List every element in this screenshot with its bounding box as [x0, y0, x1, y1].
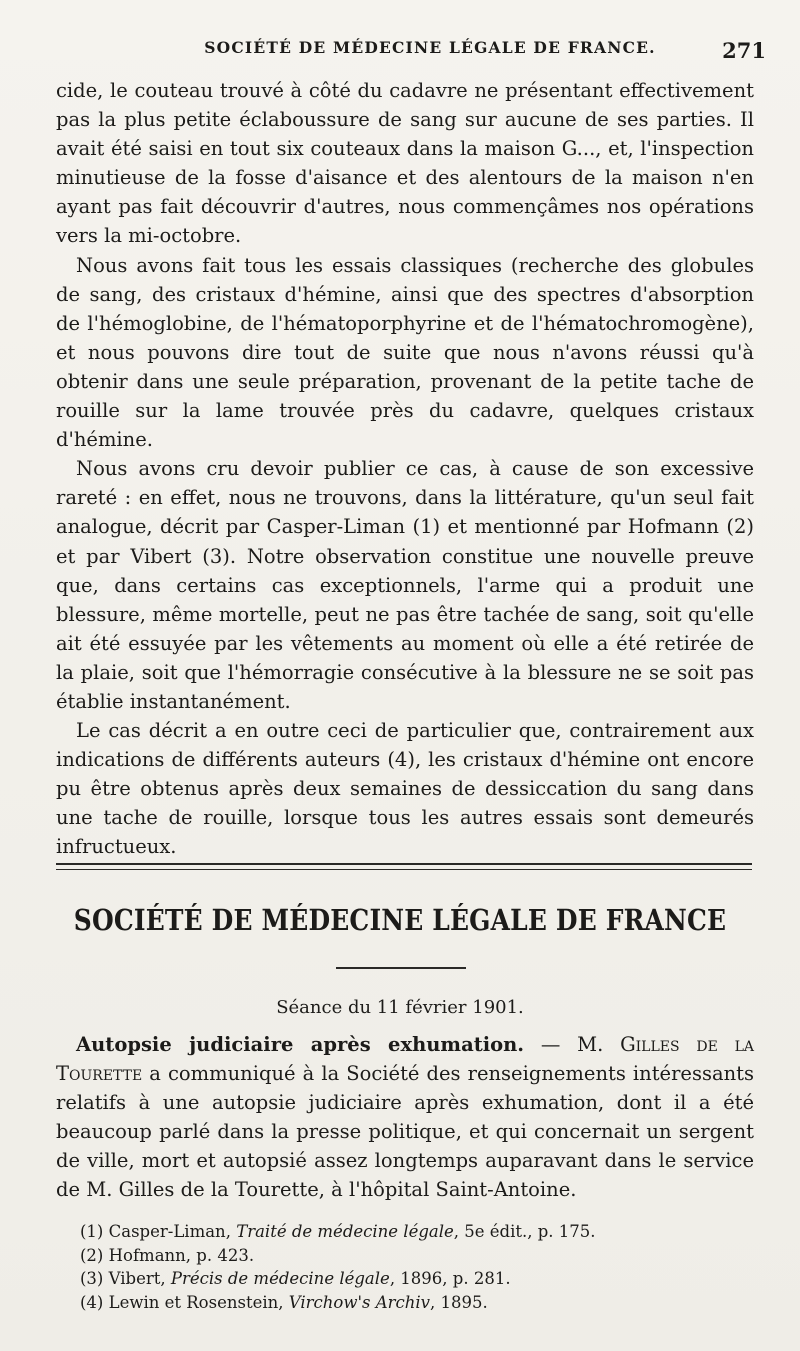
title-underline [336, 967, 466, 969]
double-rule-bottom [56, 869, 752, 871]
footnote-author: Lewin et Rosenstein, [108, 1292, 289, 1312]
footnote-number: (4) [80, 1292, 109, 1312]
article-author: M. Gilles de la Tourette [56, 1033, 754, 1086]
footnote-number: (1) [80, 1222, 109, 1241]
footnote-author: Casper-Liman, [108, 1222, 237, 1241]
article-dash: — [524, 1033, 578, 1056]
footnote-number: (3) [80, 1269, 109, 1288]
session-date: Séance du 11 février 1901. [276, 997, 524, 1018]
footnote-work: Précis de médecine légale [170, 1269, 390, 1288]
double-rule-top [56, 863, 752, 865]
page-number: 271 [722, 38, 766, 63]
footnote-work: Traité de médecine légale [236, 1222, 454, 1241]
footnote-number: (2) [80, 1245, 109, 1265]
footnote-1 [80, 1220, 740, 1244]
article-paragraph [56, 1030, 754, 1205]
footnote-details: , 1896, p. 281. [389, 1269, 511, 1288]
paragraph-3: Nous avons cru devoir publier ce cas, à cause de son excessive rareté : en effet, nous ne trouvons, dans la littérature, qu'un seul fait analogue, décrit par Casper-Liman (1) et mentionné par Hofmann (2) et par Vibert (3). Notre observation constitue une nouvelle preuve que, dans certains cas exceptionnels, l'arme qui a produit une blessure, même mortelle, peut ne pas être tachée de sang, soit qu'elle ait été essuyée par les vêtements au moment où elle a été retirée de la plaie, soit que l'hémorragie consécutive à la blessure ne se soit pas établie instantanément. [56, 457, 754, 713]
body-text [56, 76, 754, 862]
footnote-4 [80, 1291, 740, 1315]
paragraph-4: Le cas décrit a en outre ceci de particulier que, contrairement aux indications de différents auteurs (4), les cristaux d'hémine ont encore pu être obtenus après deux semaines de dessiccation du sang dans une tache de rouille, lorsque tous les autres essais sont demeurés infructueux. [56, 719, 754, 859]
footnote-author: Vibert, [108, 1269, 171, 1288]
article-text: a communiqué à la Société des renseignements intéressants relatifs à une autopsie judiciaire après exhumation, dont il a été beaucoup parlé dans la presse politique, et qui concernait un sergent de ville, mort et autopsié assez longtemps auparavant dans le service de M. Gilles de la Tourette, à l'hôpital Saint-Antoine. [56, 1062, 754, 1202]
section-title: SOCIÉTÉ DE MÉDECINE LÉGALE DE FRANCE [73, 903, 727, 937]
footnote-details: , 5e édit., p. 175. [453, 1222, 596, 1241]
paragraph-2: Nous avons fait tous les essais classiques (recherche des globules de sang, des cristaux d'hémine, ainsi que des spectres d'absorption de l'hémoglobine, de l'hématoporphyrine et de l'hématochromogène), et nous pouvons dire tout de suite que nous n'avons réussi qu'à obtenir dans une seule préparation, provenant de la petite tache de rouille sur la lame trouvée près du cadavre, quelques cristaux d'hémine. [56, 253, 754, 452]
footnote-2 [80, 1244, 740, 1268]
section-divider [56, 863, 752, 870]
paragraph-1: cide, le couteau trouvé à côté du cadavre ne présentant effectivement pas la plus petite éclaboussure de sang sur aucune de ses parties. Il avait été saisi en tout six couteaux dans la maison G..., et, l'inspection minutieuse de la fosse d'aisance et des alentours de la maison n'en ayant pas fait découvrir d'autres, nous commençâmes nos opérations vers la mi-octobre. [56, 79, 754, 248]
article-title: Autopsie judiciaire après exhumation. [76, 1033, 525, 1056]
footnote-3 [80, 1267, 740, 1291]
footnotes [80, 1220, 740, 1314]
footnote-work: Virchow's Archiv [288, 1292, 430, 1312]
running-head: SOCIÉTÉ DE MÉDECINE LÉGALE DE FRANCE. [204, 38, 656, 57]
section-body [56, 1030, 754, 1205]
footnote-details: , 1895. [429, 1292, 488, 1312]
footnote-author: Hofmann, p. 423. [108, 1245, 255, 1265]
